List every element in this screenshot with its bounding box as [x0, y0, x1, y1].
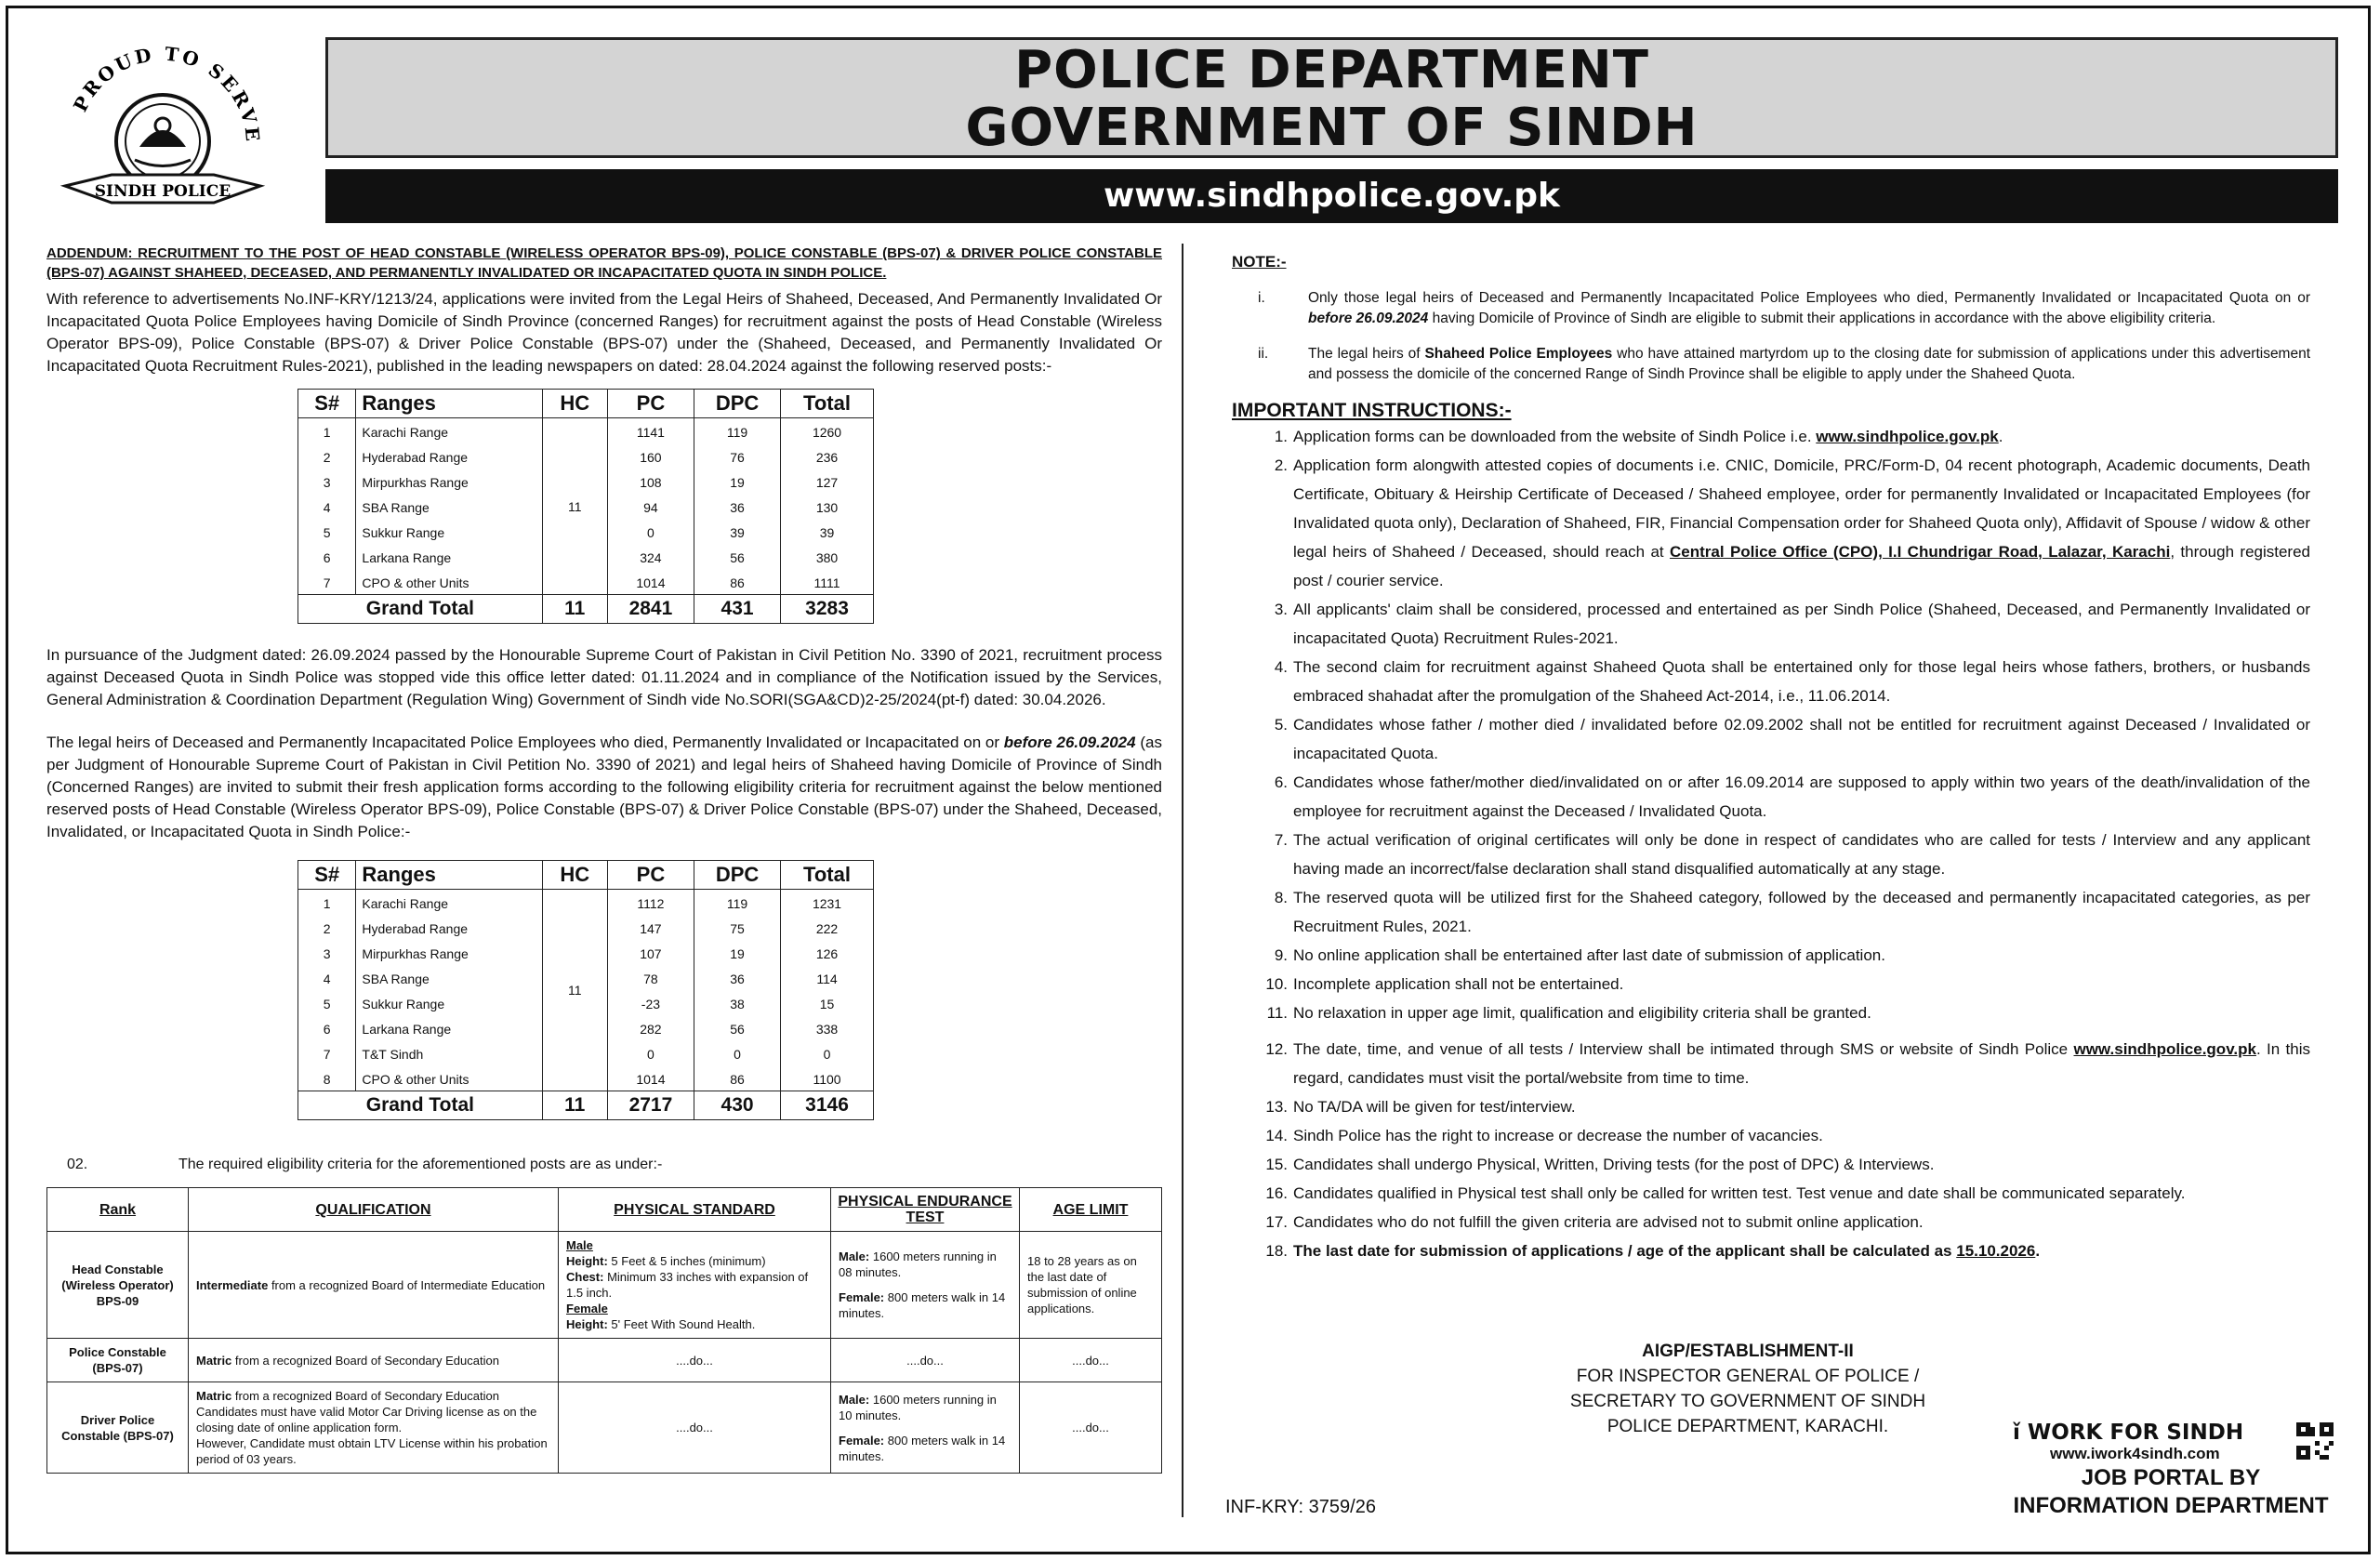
instruction-text: No online application shall be entertained after last date of submission of application. [1293, 946, 1885, 964]
cell-pc: -23 [607, 990, 694, 1015]
instruction-text: The second claim for recruitment against Shaheed Quota shall be entertained only for those legal heirs whose fathers, brothers, or husbands embraced shahadat after the promulgation of the Shaheed Act-2014, i.e., 11.06.2014. [1293, 658, 2310, 705]
note-span: having Domicile of Province of Sindh are eligible to submit their applications in accordance with the above eligibility criteria. [1432, 311, 2216, 326]
job-portal-line: JOB PORTAL BY [2081, 1465, 2261, 1490]
table-row [298, 418, 874, 444]
cell-range: Karachi Range [356, 890, 542, 916]
instruction-text: Candidates whose father / mother died / invalidated before 02.09.2002 shall not be entitled for recruitment against Deceased / Invalidated or incapacitated Quota. [1293, 716, 2310, 762]
total-total: 3146 [781, 1091, 874, 1120]
paragraph-invitation [46, 732, 1162, 843]
col-endurance-test: PHYSICAL ENDURANCE TEST [831, 1188, 1020, 1232]
cell-range: Mirpurkhas Range [356, 940, 542, 965]
cell-total: 1231 [781, 890, 874, 916]
ditto-cell: ....do... [1020, 1382, 1162, 1474]
instruction-number: 17. [1265, 1213, 1288, 1231]
ditto-cell: ....do... [1020, 1339, 1162, 1382]
instruction-span: . In this regard, candidates must visit the portal/website from time to time. [1293, 1040, 2311, 1087]
license-requirement: Candidates must have valid Motor Car Driving license as on the closing date of online application form. [196, 1405, 537, 1434]
addendum-heading: ADDENDUM: RECRUITMENT TO THE POST OF HEAD CONSTABLE (WIRELESS OPERATOR BPS-09), POLICE CONSTABLE (BPS-07) & DRIVER POLICE CONSTABLE (BPS-07) AGAINST SHAHEED, DECEASED, AND PERMANENTLY INVALIDATED OR INCAPACITATED QUOTA IN SINDH POLICE. [46, 245, 1162, 281]
cell-range: Hyderabad Range [356, 915, 542, 940]
instruction-span: , through registered post / courier service. [1293, 543, 2310, 589]
instruction-span: Application form alongwith attested copies of documents i.e. CNIC, Domicile, PRC/Form-D, 04 recent photograph, Academic documents, Death Certificate, Obituary & Heirship Certificate of Deceased / Shaheed employee, order for permanently Invalidated or Incapacitated Employees (for Invalidated quota only), Declaration of Shaheed, FIR, Financial Compensation order for Shaheed Quota only), Affidavit of Spouse / widow & other legal heirs of Shaheed / Deceased, should reach at [1293, 456, 2310, 561]
cell-total: 1111 [781, 569, 874, 595]
instruction-text: Candidates who do not fulfill the given criteria are advised not to submit online application. [1293, 1213, 1924, 1231]
cell-total: 114 [781, 965, 874, 990]
signatory-line: FOR INSPECTOR GENERAL OF POLICE / [1576, 1367, 1920, 1386]
cell-sno: 7 [298, 1040, 356, 1065]
note-index: ii. [1258, 346, 1269, 362]
table-row [298, 890, 874, 916]
sindh-police-logo [37, 37, 288, 223]
cell-pc: 147 [607, 915, 694, 940]
instruction-item [1232, 970, 2310, 998]
instruction-item [1232, 1035, 2310, 1092]
col-dpc: DPC [694, 390, 781, 418]
cell-dpc: 38 [694, 990, 781, 1015]
note-text [1308, 288, 2310, 329]
cell-range: Larkana Range [356, 544, 542, 569]
note-heading: NOTE:- [1232, 253, 1287, 271]
instruction-item [1232, 998, 2310, 1027]
cell-dpc: 119 [694, 890, 781, 916]
total-hc: 11 [542, 1091, 607, 1120]
ltv-requirement: However, Candidate must obtain LTV License within his probation period of 03 years. [196, 1436, 548, 1466]
left-column [46, 244, 1162, 1474]
instruction-span: The date, time, and venue of all tests / Interview shall be intimated through SMS or website of Sindh Police [1293, 1040, 2069, 1058]
cell-pc: 107 [607, 940, 694, 965]
iwork-logo [2013, 1421, 2329, 1445]
qual-text: from a recognized Board of Intermediate Education [271, 1277, 546, 1292]
male-endurance: 1600 meters running in 10 minutes. [839, 1392, 997, 1422]
criteria-row-head-constable [47, 1232, 1162, 1339]
signatory-line: SECRETARY TO GOVERNMENT OF SINDH [1569, 1392, 1926, 1411]
ditto-cell: ....do... [559, 1382, 831, 1474]
qr-code-icon[interactable] [2296, 1422, 2334, 1460]
male-label: Male [566, 1238, 593, 1252]
section-number: 02. [67, 1157, 88, 1172]
instruction-number: 14. [1265, 1127, 1288, 1144]
signatory-title: AIGP/ESTABLISHMENT-II [1642, 1342, 1854, 1361]
male-endurance: 1600 meters running in 08 minutes. [839, 1249, 997, 1279]
instruction-item [1232, 653, 2310, 710]
website-banner: www.sindhpolice.gov.pk [325, 169, 2338, 223]
cell-sno: 7 [298, 569, 356, 595]
reserved-posts-table-revised [298, 860, 874, 1120]
note-emphasis: Shaheed Police Employees [1424, 346, 1613, 362]
total-pc: 2841 [607, 595, 694, 624]
cell-sno: 4 [298, 494, 356, 519]
instruction-number: 4. [1274, 658, 1288, 676]
cell-range: Mirpurkhas Range [356, 469, 542, 494]
advertisement-reference: INF-KRY: 3759/26 [1225, 1497, 1376, 1517]
total-total: 3283 [781, 595, 874, 624]
cell-dpc: 36 [694, 965, 781, 990]
female-label: Female [566, 1302, 608, 1315]
section-02 [46, 1154, 1162, 1176]
female-label: Female: [839, 1433, 885, 1448]
instruction-item [1232, 595, 2310, 653]
instruction-text: No relaxation in upper age limit, qualification and eligibility criteria shall be granted. [1293, 1004, 1871, 1022]
cell-dpc: 56 [694, 1015, 781, 1040]
instruction-item [1232, 1208, 2310, 1236]
cell-pc: 0 [607, 1040, 694, 1065]
col-qualification: QUALIFICATION [189, 1188, 559, 1232]
note-item [1232, 288, 2310, 329]
female-endurance: 800 meters walk in 14 minutes. [839, 1290, 1006, 1320]
website-link[interactable]: www.sindhpolice.gov.pk [2073, 1040, 2256, 1058]
note-span: who have attained martyrdom up to the closing date for submission of applications under this advertisement and possess the domicile of the concerned Range of Sindh Province shall be eligible to apply under the Shaheed Quota. [1308, 346, 2311, 382]
cell-dpc: 86 [694, 569, 781, 595]
instruction-number: 12. [1265, 1040, 1288, 1058]
instruction-item [1232, 768, 2310, 826]
note-span: The legal heirs of [1308, 346, 1421, 362]
col-sno: S# [298, 390, 356, 418]
instruction-text [1293, 1035, 2310, 1092]
instruction-span: The last date for submission of applications / age of the applicant shall be calculated as [1293, 1242, 1952, 1260]
qualification-cell [189, 1339, 559, 1382]
col-dpc: DPC [694, 861, 781, 890]
instruction-item [1232, 883, 2310, 941]
physical-standard-cell [559, 1232, 831, 1339]
reserved-posts-table-original [298, 389, 874, 624]
ditto-cell: ....do... [831, 1339, 1020, 1382]
note-item [1232, 344, 2310, 385]
cell-dpc: 56 [694, 544, 781, 569]
instructions-heading: IMPORTANT INSTRUCTIONS:- [1232, 400, 1512, 421]
instruction-text [1293, 451, 2310, 595]
male-label: Male: [839, 1392, 870, 1407]
section-text: The required eligibility criteria for the aforementioned posts are as under:- [178, 1157, 663, 1172]
cell-sno: 2 [298, 443, 356, 469]
cell-pc: 1112 [607, 890, 694, 916]
col-total: Total [781, 390, 874, 418]
cell-dpc: 19 [694, 469, 781, 494]
rank-cell: Driver Police Constable (BPS-07) [47, 1382, 189, 1474]
column-divider [1182, 244, 1183, 1517]
brand-name: WORK FOR SINDH [2027, 1421, 2244, 1445]
instruction-number: 2. [1274, 456, 1288, 474]
col-pc: PC [607, 390, 694, 418]
right-column [1232, 251, 2310, 1265]
instruction-text: The actual verification of original certificates will only be done in respect of candidates who are called for tests / Interview and any applicant having made an incorrect/false declaration shall stand disqualified automatically at any stage. [1293, 831, 2310, 878]
cell-pc: 1141 [607, 418, 694, 444]
instruction-item [1232, 710, 2310, 768]
instruction-number: 13. [1265, 1098, 1288, 1116]
instruction-number: 1. [1274, 428, 1288, 445]
rank-cell: Police Constable (BPS-07) [47, 1339, 189, 1382]
cell-dpc: 76 [694, 443, 781, 469]
cell-range: Larkana Range [356, 1015, 542, 1040]
col-ranges: Ranges [356, 390, 542, 418]
instruction-item [1232, 826, 2310, 883]
cell-pc: 0 [607, 519, 694, 544]
instruction-item [1232, 1092, 2310, 1121]
cell-total: 1260 [781, 418, 874, 444]
note-date-emphasis: before 26.09.2024 [1308, 311, 1429, 326]
cell-total: 39 [781, 519, 874, 544]
cell-sno: 1 [298, 890, 356, 916]
cell-total: 130 [781, 494, 874, 519]
instruction-number: 15. [1265, 1156, 1288, 1173]
qual-level: Intermediate [196, 1277, 269, 1292]
cell-range: SBA Range [356, 494, 542, 519]
instruction-text: Candidates qualified in Physical test shall only be called for written test. Test venue and date shall be communicated separately. [1293, 1184, 2186, 1202]
cpo-address: Central Police Office (CPO), I.I Chundrigar Road, Lalazar, Karachi [1670, 543, 2171, 561]
chest-label: Chest: [566, 1270, 604, 1284]
cell-dpc: 75 [694, 915, 781, 940]
cell-hc: 11 [542, 418, 607, 595]
cell-range: T&T Sindh [356, 1040, 542, 1065]
endurance-cell [831, 1382, 1020, 1474]
iwork-for-sindh-branding [2013, 1421, 2329, 1519]
col-total: Total [781, 861, 874, 890]
instruction-text: Sindh Police has the right to increase or decrease the number of vacancies. [1293, 1127, 1823, 1144]
signatory-line: POLICE DEPARTMENT, KARACHI. [1606, 1417, 1889, 1436]
cell-total: 222 [781, 915, 874, 940]
police-badge-icon [37, 37, 288, 223]
cell-pc: 282 [607, 1015, 694, 1040]
col-physical-standard: PHYSICAL STANDARD [559, 1188, 831, 1232]
cell-dpc: 119 [694, 418, 781, 444]
male-chest: Minimum 33 inches with expansion of 1.5 inch. [566, 1270, 809, 1300]
cell-total: 338 [781, 1015, 874, 1040]
cell-total: 236 [781, 443, 874, 469]
qual-text: from a recognized Board of Secondary Education [234, 1353, 499, 1368]
eligibility-criteria-table [46, 1187, 1162, 1474]
instruction-item [1232, 1121, 2310, 1150]
cell-dpc: 0 [694, 1040, 781, 1065]
rank-cell: Head Constable (Wireless Operator) BPS-09 [47, 1232, 189, 1339]
height-label: Height: [566, 1317, 608, 1331]
svg-text:SINDH POLICE: SINDH POLICE [94, 182, 231, 201]
ditto-cell: ....do... [559, 1339, 831, 1382]
instruction-text: Application forms can be downloaded from the website of Sindh Police i.e. www.sindhpolice.gov.pk. [1293, 428, 2003, 445]
instruction-item [1232, 422, 2310, 451]
cell-sno: 8 [298, 1065, 356, 1091]
i-letter-icon: ǐ [2013, 1421, 2020, 1445]
total-pc: 2717 [607, 1091, 694, 1120]
instruction-text: The reserved quota will be utilized first for the Shaheed category, followed by the deceased and permanently incapacitated categories, as per Recruitment Rules, 2021. [1293, 889, 2310, 935]
cell-total: 0 [781, 1040, 874, 1065]
note-span: Only those legal heirs of Deceased and Permanently Incapacitated Police Employees who died, Permanently Invalidated or Incapacitated Quota on or [1308, 290, 2310, 306]
cell-pc: 1014 [607, 569, 694, 595]
qual-level: Matric [196, 1353, 232, 1368]
instruction-number: 7. [1274, 831, 1288, 849]
note-index: i. [1258, 290, 1265, 306]
col-sno: S# [298, 861, 356, 890]
cell-dpc: 36 [694, 494, 781, 519]
cell-total: 127 [781, 469, 874, 494]
instruction-number: 3. [1274, 601, 1288, 618]
criteria-row-police-constable [47, 1339, 1162, 1382]
svg-text:PROUD TO SERVE: PROUD TO SERVE [69, 42, 265, 145]
female-label: Female: [839, 1290, 885, 1304]
cell-pc: 108 [607, 469, 694, 494]
total-dpc: 430 [694, 1091, 781, 1120]
paragraph-reference: With reference to advertisements No.INF-KRY/1213/24, applications were invited from the Legal Heirs of Shaheed, Deceased, And Permanently Invalidated Or Incapacitated Quota Police Employees having Domicile of Sindh Province (concerned Ranges) for recruitment against the posts of Head Constable (Wireless Operator BPS-09), Police Constable (BPS-07) & Driver Police Constable (BPS-07) under the (Shaheed, Deceased, and Permanently Invalidated Or Incapacitated Quota Recruitment Rules-2021), published in the leading newspapers on dated: 28.04.2024 against the following reserved posts:- [46, 290, 1162, 375]
cell-sno: 1 [298, 418, 356, 444]
website-link[interactable]: www.sindhpolice.gov.pk [1816, 428, 1999, 445]
cell-sno: 5 [298, 519, 356, 544]
col-hc: HC [542, 861, 607, 890]
cell-dpc: 19 [694, 940, 781, 965]
instruction-text: Incomplete application shall not be entertained. [1293, 975, 1624, 993]
cell-pc: 1014 [607, 1065, 694, 1091]
grand-total-row [298, 595, 874, 624]
male-label: Male: [839, 1249, 870, 1263]
instruction-item [1232, 1179, 2310, 1208]
cell-pc: 94 [607, 494, 694, 519]
cell-hc: 11 [542, 890, 607, 1091]
instruction-number: 18. [1265, 1242, 1288, 1260]
cell-pc: 78 [607, 965, 694, 990]
cell-sno: 5 [298, 990, 356, 1015]
cell-range: CPO & other Units [356, 569, 542, 595]
instruction-number: 6. [1274, 773, 1288, 791]
cell-range: CPO & other Units [356, 1065, 542, 1091]
col-rank: Rank [47, 1188, 189, 1232]
instruction-item [1232, 941, 2310, 970]
signature-block [1543, 1339, 1952, 1439]
cell-total: 126 [781, 940, 874, 965]
instruction-number: 8. [1274, 889, 1288, 906]
paragraph-judgment: In pursuance of the Judgment dated: 26.09.2024 passed by the Honourable Supreme Court of Pakistan in Civil Petition No. 3390 of 2021, recruitment process against Deceased Quota in Sindh Police was stopped vide this office letter dated: 01.11.2024 and in compliance of the Notification issued by the Services, General Administration & Coordination Department (Regulation Wing) Government of Sindh vide No.SORI(SGA&CD)2-25/2024(pt-f) dated: 30.04.2026. [46, 646, 1162, 708]
male-height: 5 Feet & 5 inches (minimum) [611, 1254, 766, 1268]
instruction-text: All applicants' claim shall be considered, processed and entertained as per Sindh Police (Shaheed, Deceased, and Permanently Invalidated or incapacitated Quota) Recruitment Rules-2021. [1293, 601, 2310, 647]
qual-level: Matric [196, 1389, 232, 1403]
instruction-number: 11. [1266, 1004, 1288, 1022]
grand-total-label: Grand Total [298, 1091, 543, 1120]
female-height: 5' Feet With Sound Health. [611, 1317, 756, 1331]
instruction-item [1232, 1150, 2310, 1179]
cell-sno: 3 [298, 940, 356, 965]
age-limit-cell: 18 to 28 years as on the last date of submission of online applications. [1020, 1232, 1162, 1339]
instruction-number: 16. [1265, 1184, 1288, 1202]
instruction-span: . [2035, 1242, 2041, 1260]
instruction-item-deadline [1232, 1236, 2310, 1265]
female-endurance: 800 meters walk in 14 minutes. [839, 1433, 1006, 1463]
grand-total-row [298, 1091, 874, 1120]
cell-total: 1100 [781, 1065, 874, 1091]
col-ranges: Ranges [356, 861, 542, 890]
department-title-box [325, 37, 2338, 158]
cell-range: SBA Range [356, 965, 542, 990]
instruction-number: 10. [1265, 975, 1288, 993]
para-date-emphasis: before 26.09.2024 [1003, 734, 1136, 751]
para-text: The legal heirs of Deceased and Permanently Incapacitated Police Employees who died, Permanently Invalidated or Incapacitated on or [46, 734, 1000, 751]
cell-pc: 324 [607, 544, 694, 569]
cell-range: Hyderabad Range [356, 443, 542, 469]
col-hc: HC [542, 390, 607, 418]
last-date: 15.10.2026 [1956, 1242, 2036, 1260]
cell-dpc: 39 [694, 519, 781, 544]
cell-range: Sukkur Range [356, 519, 542, 544]
cell-range: Karachi Range [356, 418, 542, 444]
cell-sno: 6 [298, 544, 356, 569]
title-government-of-sindh: GOVERNMENT OF SINDH [965, 98, 1699, 158]
col-pc: PC [607, 861, 694, 890]
qualification-cell [189, 1232, 559, 1339]
cell-total: 15 [781, 990, 874, 1015]
brand-url[interactable]: www.iwork4sindh.com [2050, 1445, 2220, 1462]
instruction-text: Candidates shall undergo Physical, Written, Driving tests (for the post of DPC) & Interviews. [1293, 1156, 1935, 1173]
para-text: (as per Judgment of Honourable Supreme Court of Pakistan in Civil Petition No. 3390 of 2021) and legal heirs of Shaheed having Domicile of Province of Sindh (Concerned Ranges) are invited to submit their fresh application forms according to the following eligibility criteria for recruitment against the below mentioned reserved posts of Head Constable (Wireless Operator BPS-09), Police Constable (BPS-07) & Driver Police Constable (BPS-07) under the Shaheed, Deceased, Invalidated, or Incapacitated Quota in Sindh Police:- [46, 734, 1162, 840]
cell-range: Sukkur Range [356, 990, 542, 1015]
job-portal-line: INFORMATION DEPARTMENT [2013, 1493, 2329, 1518]
instruction-number: 9. [1274, 946, 1288, 964]
col-age-limit: AGE LIMIT [1020, 1188, 1162, 1232]
instruction-number: 5. [1274, 716, 1288, 734]
cell-sno: 6 [298, 1015, 356, 1040]
endurance-cell [831, 1232, 1020, 1339]
criteria-row-driver-constable [47, 1382, 1162, 1474]
qualification-cell [189, 1382, 559, 1474]
instruction-text: No TA/DA will be given for test/interview. [1293, 1098, 1576, 1116]
instruction-text [1293, 1236, 2310, 1265]
instruction-text: Candidates whose father/mother died/invalidated on or after 16.09.2014 are supposed to apply within two years of the death/invalidation of the employee for recruitment against the Deceased / Invalidated Quota. [1293, 773, 2310, 820]
cell-sno: 4 [298, 965, 356, 990]
title-police-department: POLICE DEPARTMENT [1014, 40, 1649, 100]
cell-sno: 2 [298, 915, 356, 940]
height-label: Height: [566, 1254, 608, 1268]
instruction-span: Application forms can be downloaded from the website of Sindh Police i.e. [1293, 428, 1812, 445]
cell-dpc: 86 [694, 1065, 781, 1091]
instruction-item [1232, 451, 2310, 595]
total-dpc: 431 [694, 595, 781, 624]
note-text [1308, 344, 2310, 385]
qual-text: from a recognized Board of Secondary Education [234, 1389, 499, 1403]
cell-total: 380 [781, 544, 874, 569]
grand-total-label: Grand Total [298, 595, 543, 624]
cell-pc: 160 [607, 443, 694, 469]
total-hc: 11 [542, 595, 607, 624]
cell-sno: 3 [298, 469, 356, 494]
